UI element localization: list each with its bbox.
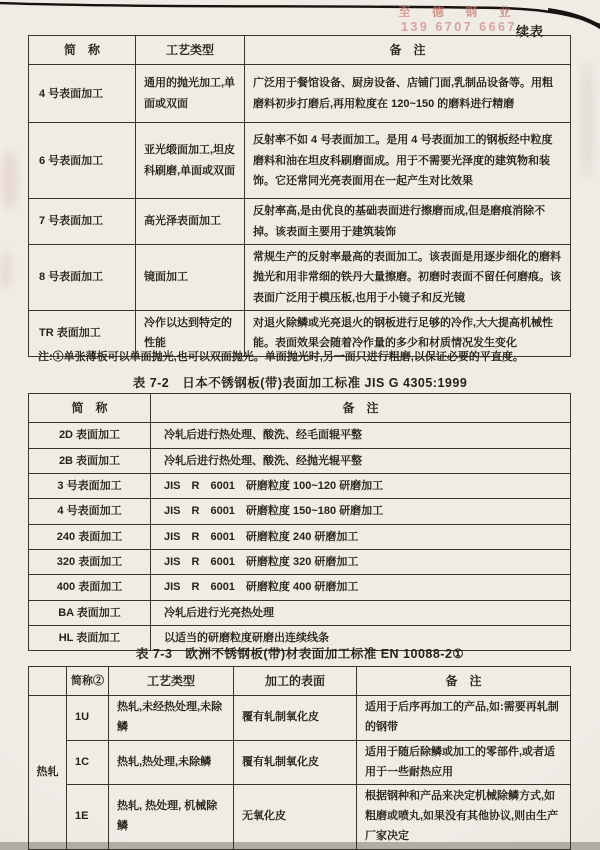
jis-surface-finish-table xyxy=(28,393,571,651)
en-surface-finish-table xyxy=(28,666,571,850)
cell-name: TR 表面加工 xyxy=(29,310,136,356)
continuation-table-label: 续表 xyxy=(516,24,545,39)
column-header: 加工的表面 xyxy=(234,667,357,696)
cell-remark: 冷轧后进行热处理、酸洗、经毛面辊平整 xyxy=(151,423,571,448)
table-row xyxy=(29,524,571,549)
cell-surface: 覆有轧制氧化皮 xyxy=(234,696,357,741)
cell-group-label: 热轧 xyxy=(29,696,67,850)
cell-remark: JIS R 6001 研磨粒度 100~120 研磨加工 xyxy=(151,473,571,498)
cell-process: 镜面加工 xyxy=(136,244,245,310)
table-row xyxy=(29,244,571,310)
table-row xyxy=(29,600,571,625)
table-row xyxy=(29,785,571,849)
cell-remark: 对退火除鳞或光亮退火的钢板进行足够的冷作,大大提高机械性能。表面效果会随着冷作量的多少和材质情况发生变化 xyxy=(245,310,571,356)
cell-name: 2D 表面加工 xyxy=(29,423,151,448)
cell-remark: JIS R 6001 研磨粒度 150~180 研磨加工 xyxy=(151,499,571,524)
cell-remark: 适用于随后除鳞或加工的零部件,或者适用于一些耐热应用 xyxy=(357,740,571,785)
cell-remark: 冷轧后进行热处理、酸洗、经抛光辊平整 xyxy=(151,448,571,473)
table-row xyxy=(29,123,571,199)
watermark-phone: 139 6707 6667 xyxy=(401,20,517,34)
table-row xyxy=(29,473,571,498)
cell-name: 320 表面加工 xyxy=(29,549,151,574)
cell-process: 热轧,热处理,未除鳞 xyxy=(109,740,234,785)
cell-process: 热轧,未经热处理,未除鳞 xyxy=(109,696,234,741)
cell-code: 1U xyxy=(67,696,109,741)
table-7-2-title: 表 7-2 日本不锈钢板(带)表面加工标准 JIS G 4305:1999 xyxy=(132,376,468,390)
column-header: 工艺类型 xyxy=(136,36,245,65)
table-row xyxy=(29,199,571,245)
cell-process: 热轧, 热处理, 机械除鳞 xyxy=(109,785,234,849)
scan-smudge xyxy=(2,150,18,210)
cell-name: 2B 表面加工 xyxy=(29,448,151,473)
table-row xyxy=(29,448,571,473)
scan-smudge xyxy=(580,60,594,180)
cell-name: 4 号表面加工 xyxy=(29,65,136,123)
table-header-row xyxy=(29,394,571,423)
column-header: 简称② xyxy=(67,667,109,696)
cell-code: 1C xyxy=(67,740,109,785)
table-row xyxy=(29,549,571,574)
cell-name: 7 号表面加工 xyxy=(29,199,136,245)
cell-remark: 冷轧后进行光亮热处理 xyxy=(151,600,571,625)
cell-process: 亚光缎面加工,坦皮科刷磨,单面或双面 xyxy=(136,123,245,199)
cell-surface: 无氧化皮 xyxy=(234,785,357,849)
column-header: 备 注 xyxy=(151,394,571,423)
cell-remark: 根据钢种和产品来决定机械除鳞方式,如粗磨或喷丸,如果没有其他协议,则由生产厂家决定 xyxy=(357,785,571,849)
cell-remark: 反射率高,是由优良的基础表面进行擦磨而成,但是磨痕消除不掉。该表面主要用于建筑装饰 xyxy=(245,199,571,245)
table-header-row xyxy=(29,667,571,696)
table-row xyxy=(29,696,571,741)
cell-remark: 适用于后序再加工的产品,如:需要再轧制的钢带 xyxy=(357,696,571,741)
table-row xyxy=(29,575,571,600)
table-row xyxy=(29,499,571,524)
cell-name: 240 表面加工 xyxy=(29,524,151,549)
cell-process: 高光泽表面加工 xyxy=(136,199,245,245)
table-7-3-title: 表 7-3 欧洲不锈钢板(带)材表面加工标准 EN 10088-2① xyxy=(135,647,465,661)
watermark-company: 至 德 钢 业 xyxy=(398,5,520,19)
cell-remark: JIS R 6001 研磨粒度 320 研磨加工 xyxy=(151,549,571,574)
cell-name: 6 号表面加工 xyxy=(29,123,136,199)
cell-name: 400 表面加工 xyxy=(29,575,151,600)
table-header-row xyxy=(29,36,571,65)
cell-remark: JIS R 6001 研磨粒度 240 研磨加工 xyxy=(151,524,571,549)
column-header: 备 注 xyxy=(245,36,571,65)
cell-remark: JIS R 6001 研磨粒度 400 研磨加工 xyxy=(151,575,571,600)
column-header: 备 注 xyxy=(357,667,571,696)
scan-smudge xyxy=(0,250,12,290)
cell-name: 4 号表面加工 xyxy=(29,499,151,524)
cell-code: 1E xyxy=(67,785,109,849)
cell-remark: 常规生产的反射率最高的表面加工。该表面是用逐步细化的磨料抛光和用非常细的铁丹大量擦磨。初磨时表面不留任何磨痕。该表面广泛用于模压板,也用于小镜子和反光镜 xyxy=(245,244,571,310)
cell-surface: 覆有轧制氧化皮 xyxy=(234,740,357,785)
cell-remark: 以适当的研磨粒度研磨出连续线条 xyxy=(151,625,571,650)
cell-process: 通用的抛光加工,单面或双面 xyxy=(136,65,245,123)
cell-name: BA 表面加工 xyxy=(29,600,151,625)
cell-remark: 广泛用于餐馆设备、厨房设备、店铺门面,乳制品设备等。用粗磨料初步打磨后,再用粒度在 120~150 的磨料进行精磨 xyxy=(245,65,571,123)
column-header: 工艺类型 xyxy=(109,667,234,696)
cell-name: 3 号表面加工 xyxy=(29,473,151,498)
table-row xyxy=(29,423,571,448)
cell-process: 冷作以达到特定的性能 xyxy=(136,310,245,356)
table-footnote: 注:①单张薄板可以单面抛光,也可以双面抛光。单面抛光时,另一面只进行粗磨,以保证必要的平直度。 xyxy=(38,351,524,363)
table-row xyxy=(29,65,571,123)
cell-name: 8 号表面加工 xyxy=(29,244,136,310)
column-header: 简 称 xyxy=(29,394,151,423)
column-header: 简 称 xyxy=(29,36,136,65)
cell-name: HL 表面加工 xyxy=(29,625,151,650)
table-row xyxy=(29,740,571,785)
column-header xyxy=(29,667,67,696)
watermark xyxy=(384,3,534,34)
cell-remark: 反射率不如 4 号表面加工。是用 4 号表面加工的钢板经中粒度磨料和油在坦皮科刷磨面成。用于不需要光泽度的建筑物和装饰。它还常同光亮表面用在一起产生对比效果 xyxy=(245,123,571,199)
surface-finish-continuation-table xyxy=(28,35,571,357)
